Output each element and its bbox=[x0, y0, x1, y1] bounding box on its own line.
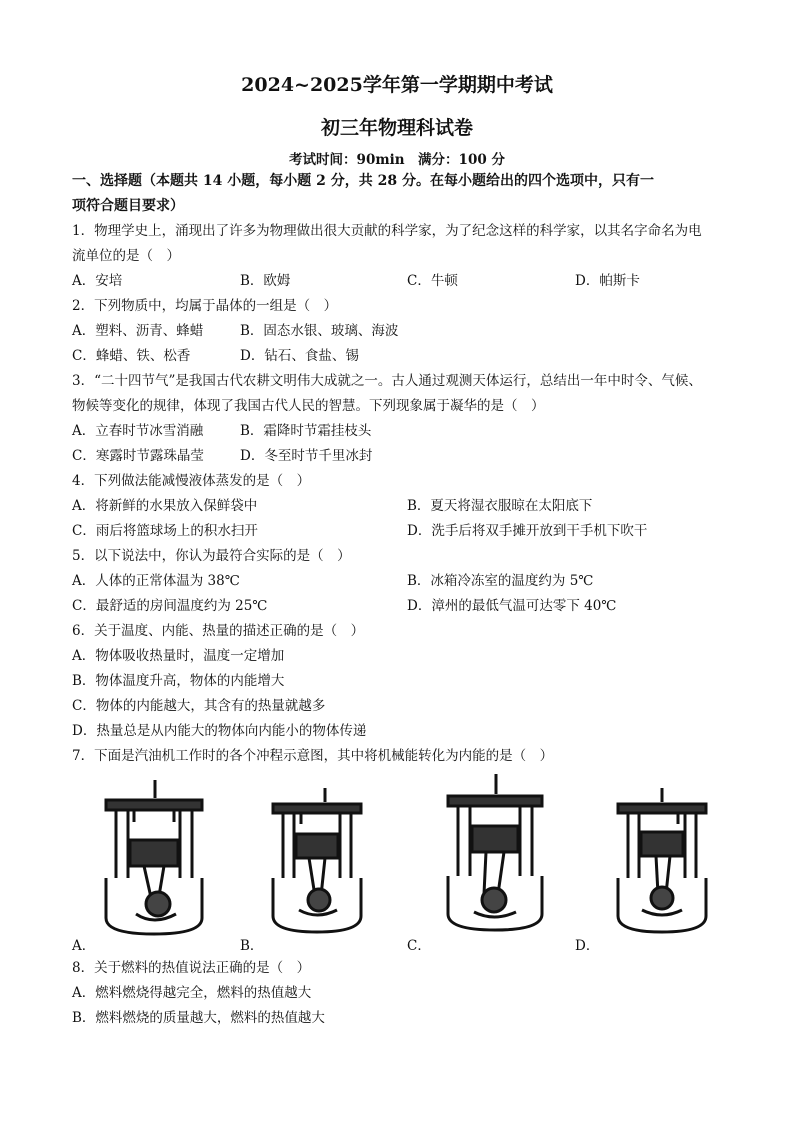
q7-label-a: A． bbox=[72, 938, 96, 954]
q2-stem: 2．下列物质中，均属于晶体的一组是（ ） bbox=[72, 298, 338, 314]
q5-option-a: A．人体的正常体温为 38℃ bbox=[72, 573, 240, 589]
q4-stem: 4．下列做法能减慢液体蒸发的是（ ） bbox=[72, 473, 311, 489]
q4-option-d: D．洗手后将双手摊开放到干手机下吹干 bbox=[407, 523, 648, 539]
q5-option-d: D．漳州的最低气温可达零下 40℃ bbox=[407, 598, 617, 614]
q1-option-a: A．安培 bbox=[72, 273, 123, 289]
page-title: 2024~2025学年第一学期期中考试 bbox=[241, 74, 553, 96]
q6-option-a: A．物体吸收热量时，温度一定增加 bbox=[72, 648, 285, 664]
q5-stem: 5．以下说法中，你认为最符合实际的是（ ） bbox=[72, 548, 351, 564]
q2-option-d: D．钻石、食盐、锡 bbox=[240, 348, 359, 364]
engine-diagram-a bbox=[98, 778, 208, 938]
q4-option-a: A．将新鲜的水果放入保鲜袋中 bbox=[72, 498, 258, 514]
exam-meta: 考试时间：90min 满分：100 分 bbox=[289, 152, 505, 168]
section-heading-line1: 一、选择题（本题共 14 小题，每小题 2 分，共 28 分。在每小题给出的四个选项中，只有一 bbox=[72, 173, 654, 189]
engine-diagram-b bbox=[267, 786, 367, 936]
q3-option-a: A．立春时节冰雪消融 bbox=[72, 423, 204, 439]
q8-stem: 8．关于燃料的热值说法正确的是（ ） bbox=[72, 960, 311, 976]
q6-option-c: C．物体的内能越大，其含有的热量就越多 bbox=[72, 698, 326, 714]
q1-stem-line1: 1．物理学史上，涌现出了许多为物理做出很大贡献的科学家，为了纪念这样的科学家，以其名字命名为电 bbox=[72, 223, 702, 239]
q7-label-c: C． bbox=[407, 938, 431, 954]
q1-option-c: C．牛顿 bbox=[407, 273, 458, 289]
q3-stem-line2: 物候等变化的规律，体现了我国古代人民的智慧。下列现象属于凝华的是（ ） bbox=[72, 398, 545, 414]
q7-label-b: B． bbox=[240, 938, 264, 954]
q7-label-d: D． bbox=[575, 938, 600, 954]
q8-option-a: A．燃料燃烧得越完全，燃料的热值越大 bbox=[72, 985, 312, 1001]
q3-stem-line1: 3．“二十四节气”是我国古代农耕文明伟大成就之一。古人通过观测天体运行，总结出一年中时令、气候、 bbox=[72, 373, 702, 389]
page-subtitle: 初三年物理科试卷 bbox=[320, 117, 473, 139]
q4-option-b: B．夏天将湿衣服晾在太阳底下 bbox=[407, 498, 593, 514]
q7-stem: 7．下面是汽油机工作时的各个冲程示意图，其中将机械能转化为内能的是（ ） bbox=[72, 748, 554, 764]
q1-option-d: D．帕斯卡 bbox=[575, 273, 640, 289]
q3-option-b: B．霜降时节霜挂枝头 bbox=[240, 423, 372, 439]
q5-option-b: B．冰箱冷冻室的温度约为 5℃ bbox=[407, 573, 594, 589]
q2-option-a: A．塑料、沥青、蜂蜡 bbox=[72, 323, 204, 339]
q4-option-c: C．雨后将篮球场上的积水扫开 bbox=[72, 523, 258, 539]
q6-stem: 6．关于温度、内能、热量的描述正确的是（ ） bbox=[72, 623, 365, 639]
engine-diagram-d bbox=[612, 786, 712, 936]
q2-option-c: C．蜂蜡、铁、松香 bbox=[72, 348, 191, 364]
section-heading-line2: 项符合题目要求） bbox=[72, 198, 184, 214]
q3-option-c: C．寒露时节露珠晶莹 bbox=[72, 448, 204, 464]
q6-option-b: B．物体温度升高，物体的内能增大 bbox=[72, 673, 285, 689]
q1-option-b: B．欧姆 bbox=[240, 273, 291, 289]
q6-option-d: D．热量总是从内能大的物体向内能小的物体传递 bbox=[72, 723, 367, 739]
engine-diagram-c bbox=[440, 772, 550, 934]
q5-option-c: C．最舒适的房间温度约为 25℃ bbox=[72, 598, 268, 614]
q1-stem-line2: 流单位的是（ ） bbox=[72, 248, 180, 264]
q3-option-d: D．冬至时节千里冰封 bbox=[240, 448, 373, 464]
q8-option-b: B．燃料燃烧的质量越大，燃料的热值越大 bbox=[72, 1010, 325, 1026]
q2-option-b: B．固态水银、玻璃、海波 bbox=[240, 323, 399, 339]
